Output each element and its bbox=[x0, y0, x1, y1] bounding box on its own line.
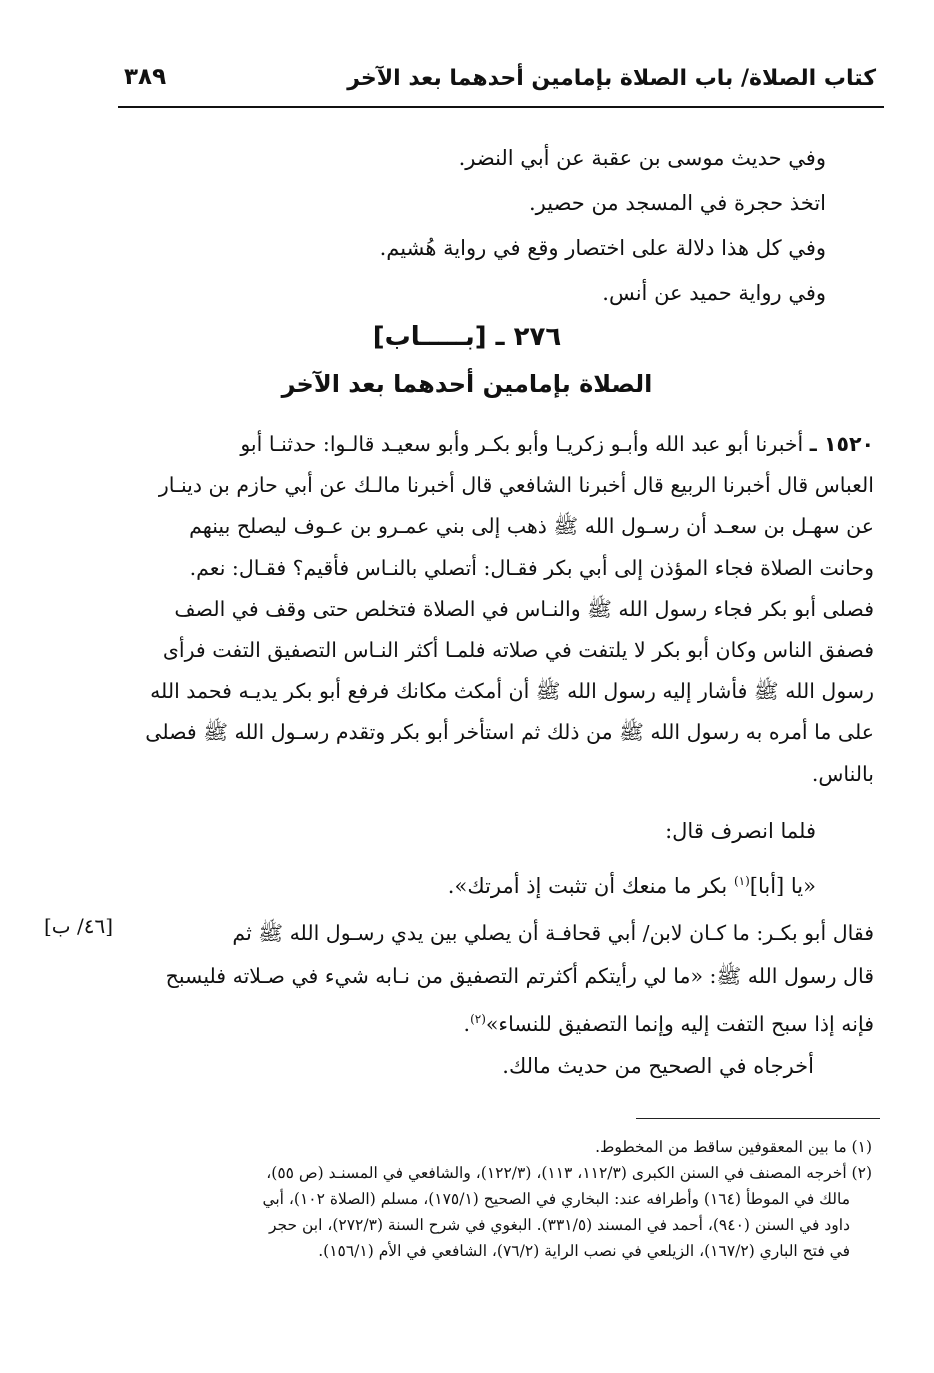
abubakr-line bbox=[126, 998, 874, 1046]
running-header-title: كتاب الصلاة/ باب الصلاة بإمامين أحدهما بعد الآخر bbox=[347, 66, 876, 91]
hadith-number: ١٥٢٠ ـ bbox=[809, 432, 874, 456]
page-number: ٣٨٩ bbox=[124, 64, 167, 90]
chapter-number: ٢٧٦ ـ [بـــــاب] bbox=[372, 322, 562, 352]
quote-rest: بكر ما منعك أن تثبت إذ أمرتك». bbox=[447, 874, 734, 898]
footnote-line: داود في السنن (٩٤٠)، أحمد في المسند (٣٣١/٥). البغوي في شرح السنة (٢٧٢/٣)، ابن حجر bbox=[268, 1216, 850, 1234]
footnote-line: (٢) أخرجه المصنف في السنن الكبرى (١١٢/٣، ١١٣)، (١٢٢/٣)، والشافعي في المسنـد (ص ٥٥)، bbox=[266, 1164, 872, 1182]
abubakr-line-end: . bbox=[463, 1011, 471, 1036]
footnote-line: مالك في الموطأ (١٦٤) وأطرافه عند: البخاري في الصحيح (١٧٥/١)، مسلم (الصلاة ١٠٢)، أبي bbox=[262, 1190, 850, 1208]
quote-start: «يا [أبا] bbox=[749, 874, 816, 898]
running-header bbox=[118, 62, 880, 106]
intro-line: اتخذ حجرة في المسجد من حصير. bbox=[528, 191, 826, 215]
hadith-line: فصلى أبو بكر فجاء رسول الله ﷺ والنـاس في الصلاة فتخلص حتى وقف في الصف bbox=[174, 596, 874, 621]
intro-line: وفي رواية حميد عن أنس. bbox=[602, 281, 826, 305]
hadith-line: وحانت الصلاة فجاء المؤذن إلى أبي بكر فقـال: أتصلي بالنـاس فأقيم؟ فقـال: نعم. bbox=[189, 555, 874, 580]
chapter-title: الصلاة بإمامين أحدهما بعد الآخر bbox=[281, 370, 653, 398]
hadith-line: العباس قال أخبرنا الربيع قال أخبرنا الشافعي قال أخبرنا مالـك عن أبي حازم بن دينـار bbox=[158, 473, 874, 498]
abubakr-paragraph bbox=[126, 912, 874, 1046]
hadith-line: على ما أمره به رسول الله ﷺ من ذلك ثم استأخر أبو بكر وتقدم رسـول الله ﷺ فصلى bbox=[145, 720, 874, 745]
abubakr-line: فقال أبو بكـر: ما كـان لابن/ أبي قحافـة أن يصلي بين يدي رسـول الله ﷺ ثم bbox=[232, 921, 874, 945]
intro-line: وفي كل هذا دلالة على اختصار وقع في رواية هُشيم. bbox=[379, 236, 826, 260]
hadith-line-text: أخبرنا أبو عبد الله وأبـو زكريـا وأبو بكـر وأبو سعيـد قالـوا: حدثنـا أبو bbox=[240, 432, 804, 456]
qala-line bbox=[216, 856, 816, 911]
abubakr-line-text: فإنه إذا سبح التفت إليه وإنما التصفيق للنساء» bbox=[485, 1011, 874, 1036]
intro-paragraph bbox=[266, 136, 826, 316]
hadith-line: بالناس. bbox=[811, 761, 874, 786]
hadith-line: عن سهـل بن سعـد أن رسـول الله ﷺ ذهب إلى بني عمـرو بن عـوف ليصلح بينهم bbox=[189, 514, 874, 539]
footnote-marker: (٢) bbox=[470, 1012, 486, 1026]
intro-line: وفي حديث موسى بن عقبة عن أبي النضر. bbox=[458, 146, 826, 170]
footnote-line: في فتح الباري (١٦٧/٢)، الزيلعي في نصب الراية (٧٦/٢)، الشافعي في الأم (١٥٦/١). bbox=[318, 1242, 850, 1260]
hadith-line: رسول الله ﷺ فأشار إليه رسول الله ﷺ أن أمكث مكانك فرفع أبو بكر يديـه فحمد الله bbox=[150, 679, 874, 704]
qala-paragraph bbox=[216, 806, 816, 911]
footnote-marker: (١) bbox=[733, 874, 750, 888]
footnote-rule bbox=[636, 1118, 880, 1119]
footnotes bbox=[120, 1134, 872, 1264]
header-rule bbox=[118, 106, 884, 108]
footnote-line: (١) ما بين المعقوفين ساقط من المخطوط. bbox=[595, 1138, 872, 1156]
manuscript-folio-ref: [٤٦/ ب] bbox=[44, 914, 114, 938]
abubakr-line: قال رسول الله ﷺ: «ما لي رأيتكم أكثرتم التصفيق من نـابه شيء في صـلاته فليسبح bbox=[165, 964, 874, 988]
hadith-line: فصفق الناس وكان أبو بكر لا يلتفت في صلاته فلمـا أكثر النـاس التصفيق التفت فرأى bbox=[162, 638, 874, 663]
qala-line: فلما انصرف قال: bbox=[665, 819, 816, 843]
hadith-paragraph bbox=[126, 424, 874, 795]
conclusion-line: أخرجاه في الصحيح من حديث مالك. bbox=[502, 1054, 814, 1078]
hadith-line bbox=[126, 424, 874, 465]
